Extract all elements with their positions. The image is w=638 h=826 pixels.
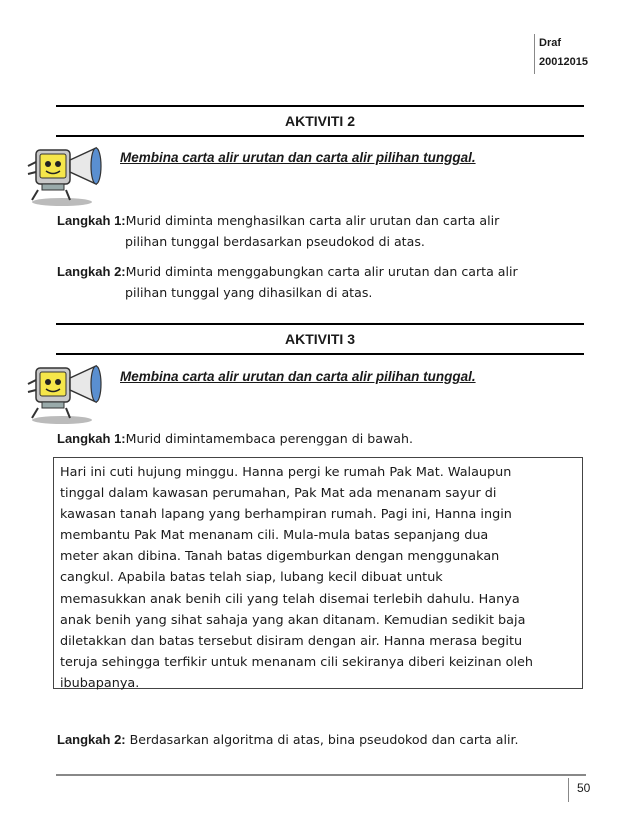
passage-line: anak benih yang sihat sahaja yang akan ditanam. Kemudian sedikit baja — [60, 612, 526, 628]
passage-line: memasukkan anak benih cili yang telah disemai terlebih dahulu. Hanya — [60, 591, 520, 607]
activity2-step-2 — [57, 261, 518, 303]
passage-line: diletakkan dan batas tersebut disiram dengan air. Hanna merasa begitu — [60, 633, 523, 649]
draft-label: Draf — [539, 37, 562, 49]
passage-line: meter akan dibina. Tanah batas digemburkan dengan menggunakan — [60, 549, 500, 565]
activity3-step-2 — [57, 729, 519, 750]
step-label: Langkah 1: — [57, 213, 126, 228]
step-label: Langkah 2: — [57, 264, 126, 279]
passage-line: teruja sehingga terfikir untuk menanam cili sekiranya diberi keizinan oleh — [60, 654, 533, 670]
step-text-cont: pilihan tunggal yang dihasilkan di atas. — [125, 285, 373, 300]
passage-line: kawasan tanah lapang yang berhampiran rumah. Pagi ini, Hanna ingin — [60, 507, 512, 523]
step-text: Murid diminta menghasilkan carta alir urutan dan carta alir — [125, 213, 500, 228]
activity3-step-1 — [57, 428, 413, 449]
heading-rule-top — [56, 105, 584, 107]
passage-line: membantu Pak Mat menanam cili. Mula-mula batas sepanjang dua — [60, 528, 489, 544]
activity2-title: AKTIVITI 2 — [284, 113, 355, 129]
activity3-title: AKTIVITI 3 — [284, 331, 355, 347]
heading-rule-bottom — [56, 353, 584, 355]
computer-megaphone-icon — [22, 358, 108, 426]
passage-line: tinggal dalam kawasan perumahan, Pak Mat ada menanam sayur di — [60, 486, 497, 502]
step-text: Berdasarkan algoritma di atas, bina pseudokod dan carta alir. — [125, 732, 519, 747]
step-text: Murid dimintamembaca perenggan di bawah. — [125, 431, 413, 446]
heading-rule-top — [56, 323, 584, 325]
step-label: Langkah 2: — [57, 732, 126, 747]
step-text-cont: pilihan tunggal berdasarkan pseudokod di atas. — [125, 234, 425, 249]
step-text: Murid diminta menggabungkan carta alir urutan dan carta alir — [125, 264, 518, 279]
page-number: 50 — [568, 778, 590, 802]
passage-line: ibubapanya. — [60, 675, 140, 691]
activity3-subtitle: Membina carta alir urutan dan carta alir pilihan tunggal. — [120, 369, 476, 384]
draft-code: 20012015 — [539, 56, 588, 68]
footer-rule — [56, 774, 586, 776]
step-label: Langkah 1: — [57, 431, 126, 446]
activity2-step-1 — [57, 210, 499, 252]
activity2-subtitle: Membina carta alir urutan dan carta alir pilihan tunggal. — [120, 150, 476, 165]
passage-line: Hari ini cuti hujung minggu. Hanna pergi ke rumah Pak Mat. Walaupun — [60, 465, 512, 480]
heading-rule-bottom — [56, 135, 584, 137]
computer-megaphone-icon — [22, 140, 108, 208]
passage-box — [53, 457, 583, 689]
draft-stamp — [534, 34, 619, 74]
passage-line: cangkul. Apabila batas telah siap, lubang kecil dibuat untuk — [60, 570, 443, 586]
